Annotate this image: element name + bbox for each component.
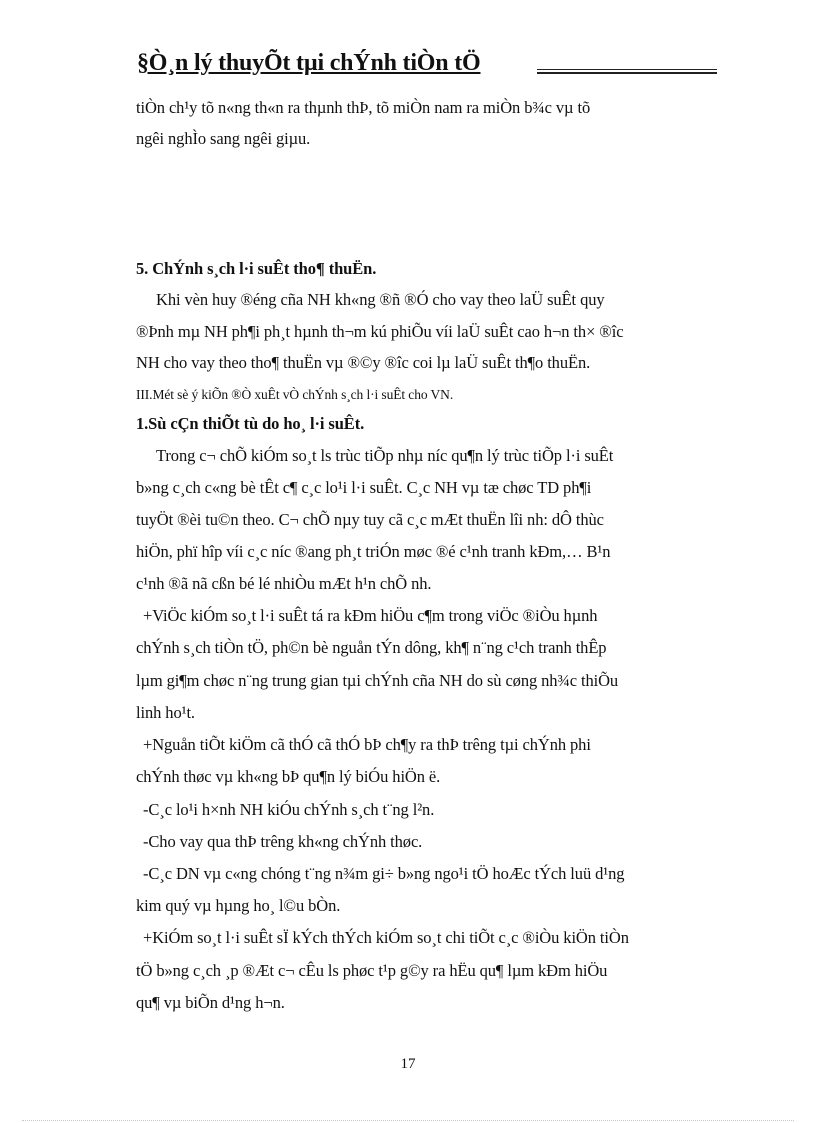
list-item: -C¸c DN vµ c«ng chóng t¨ng n¾m gi÷ b»ng ngo¹i tÖ hoÆc tÝch luü d¹ng <box>143 864 625 883</box>
body-line: chÝnh s¸ch tiÒn tÖ, ph©n bè nguån tÝn dông, kh¶ n¨ng c¹ch tranh thÊp <box>136 638 607 657</box>
section-heading: III.Mét sè ý kiÕn ®Ò xuÊt vÒ chÝnh s¸ch l·i suÊt cho VN. <box>136 387 454 402</box>
body-line: +ViÖc kiÓm so¸t l·i suÊt tá ra kÐm hiÖu c¶m trong viÖc ®iÒu hµnh <box>143 606 598 625</box>
body-line: NH cho vay theo tho¶ thuËn vµ ®©y ®îc coi lµ laÜ suÊt th¶o thuËn. <box>136 353 591 372</box>
body-line: Khi vèn huy ®éng cña NH kh«ng ®ñ ®Ó cho vay theo laÜ suÊt quy <box>156 290 605 309</box>
body-line: ®Þnh mµ NH ph¶i ph¸t hµnh th¬m kú phiÕu víi laÜ suÊt cao h¬n th× ®îc <box>136 322 624 341</box>
body-line: +Nguån tiÕt kiÖm cã thÓ cã thÓ bÞ ch¶y ra thÞ trêng tµi chÝnh phi <box>143 735 591 754</box>
body-line: c¹nh ®ã nã cßn bé lé nhiÒu mÆt h¹n chÕ nh. <box>136 574 432 593</box>
body-line: kim quý vµ hµng ho¸ l©u bÒn. <box>136 896 341 915</box>
list-item: -Cho vay qua thÞ trêng kh«ng chÝnh thøc. <box>143 832 423 851</box>
document-body <box>136 0 718 1040</box>
body-line: hiÖn, phï hîp víi c¸c níc ®ang ph¸t triÓn møc ®é c¹nh tranh kÐm,… B¹n <box>136 542 611 561</box>
body-line: ngêi nghÌo sang ngêi giµu. <box>136 129 311 148</box>
body-line: Trong c¬ chÕ kiÓm so¸t ls trùc tiÕp nhµ níc qu¶n lý trùc tiÕp l·i suÊt <box>156 446 614 465</box>
body-line: linh ho¹t. <box>136 703 195 722</box>
section-heading: 5. ChÝnh s¸ch l·i suÊt tho¶ thuËn. <box>136 259 377 278</box>
body-line: +KiÓm so¸t l·i suÊt sÏ kÝch thÝch kiÓm so¸t chi tiÕt c¸c ®iÒu kiÖn tiÒn <box>143 928 629 947</box>
body-line: tiÒn ch¹y tõ n«ng th«n ra thµnh thÞ, tõ miÒn nam ra miÒn b¾c vµ tõ <box>136 98 591 117</box>
body-line: tÖ b»ng c¸ch ¸p ®Æt c¬ cÊu ls phøc t¹p g©y ra hËu qu¶ lµm kÐm hiÖu <box>136 961 608 980</box>
body-line: qu¶ vµ biÕn d¹ng h¬n. <box>136 993 285 1012</box>
page-number: 17 <box>400 1056 416 1072</box>
footer-divider <box>22 1120 794 1121</box>
body-line: chÝnh thøc vµ kh«ng bÞ qu¶n lý biÓu hiÖn ë. <box>136 767 441 786</box>
header-title: §Ò¸n lý thuyÕt tµi chÝnh tiÒn tÖ <box>137 50 481 76</box>
body-line: lµm gi¶m chøc n¨ng trung gian tµi chÝnh cña NH do sù cøng nh¾c thiÕu <box>136 671 619 690</box>
body-line: tuyÖt ®èi tu©n theo. C¬ chÕ nµy tuy cã c¸c mÆt thuËn lîi nh: dÔ thùc <box>136 510 604 529</box>
list-item: -C¸c lo¹i h×nh NH kiÓu chÝnh s¸ch t¨ng l²n. <box>143 800 435 819</box>
section-heading: 1.Sù cÇn thiÕt tù do ho¸ l·i suÊt. <box>136 414 365 433</box>
body-line: b»ng c¸ch c«ng bè tÊt c¶ c¸c lo¹i l·i suÊt. C¸c NH vµ tæ chøc TD ph¶i <box>136 478 592 497</box>
